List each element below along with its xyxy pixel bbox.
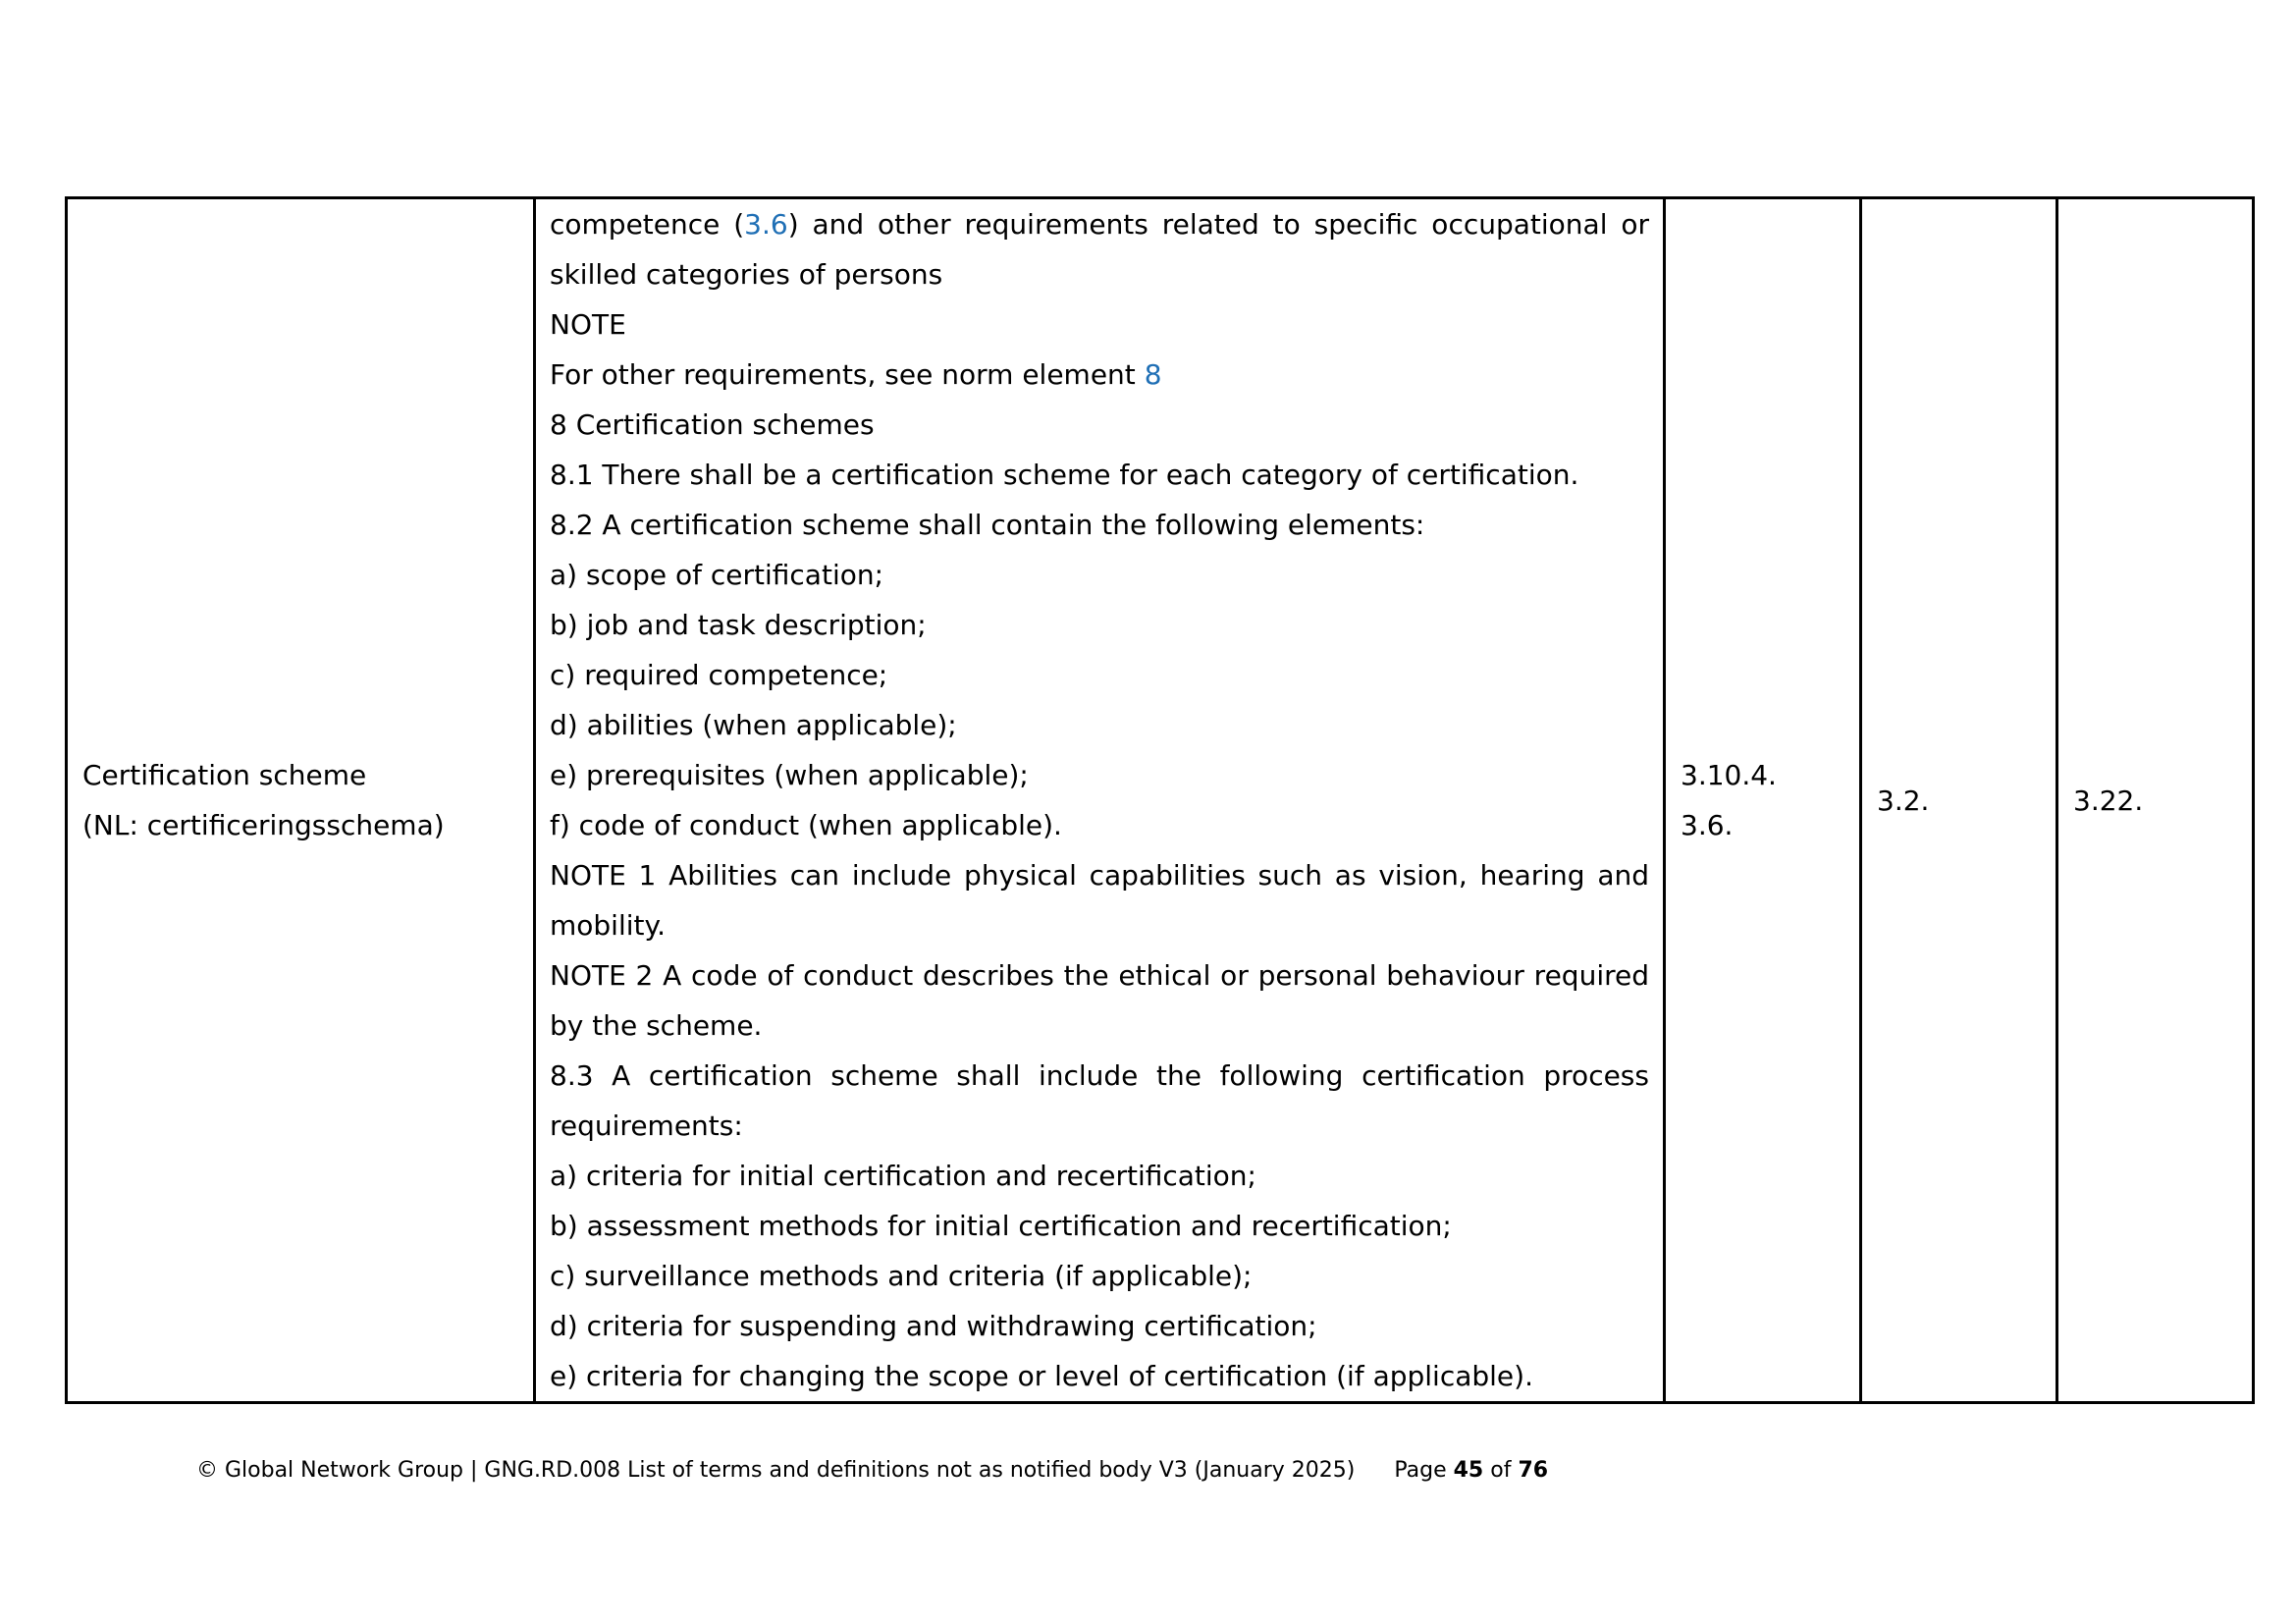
list-item: b) job and task description; <box>550 609 927 641</box>
definition-heading: 8 Certification schemes <box>550 408 875 441</box>
term-cell <box>67 198 535 1403</box>
definition-note: NOTE 2 A code of conduct describes the ethical or personal behaviour required <box>550 959 1649 992</box>
reference-cell-1 <box>1665 198 1861 1403</box>
list-item: e) criteria for changing the scope or level of certification (if applicable). <box>550 1360 1533 1392</box>
definition-line <box>550 199 1649 249</box>
clause-link-3-6[interactable]: 3.6 <box>744 208 788 241</box>
table-row <box>67 198 2254 1403</box>
reference-value: 3.2. <box>1877 784 1930 817</box>
list-item: c) required competence; <box>550 659 888 691</box>
list-item: a) criteria for initial certification and recertification; <box>550 1160 1256 1192</box>
list-item: d) abilities (when applicable); <box>550 709 957 741</box>
list-item: e) prerequisites (when applicable); <box>550 759 1029 791</box>
list-item: a) scope of certification; <box>550 559 884 591</box>
definition-note: by the scheme. <box>550 1009 763 1042</box>
definition-line: requirements: <box>550 1110 743 1142</box>
page-number <box>1394 1458 1548 1483</box>
list-item: b) assessment methods for initial certification and recertification; <box>550 1210 1452 1242</box>
page-label: Page <box>1394 1458 1447 1483</box>
definition-text: For other requirements, see norm element <box>550 358 1145 391</box>
definition-text: ) and other requirements related to specific occupational or <box>787 208 1649 241</box>
reference-value: 3.22. <box>2073 784 2144 817</box>
reference-value: 3.10.4. <box>1681 759 1777 791</box>
list-item: c) surveillance methods and criteria (if applicable); <box>550 1260 1253 1292</box>
term-name: Certification scheme <box>82 759 367 791</box>
terms-table <box>65 196 2255 1404</box>
list-item: f) code of conduct (when applicable). <box>550 809 1062 841</box>
reference-cell-3 <box>2057 198 2254 1403</box>
page-footer <box>196 1457 1548 1485</box>
definition-line: skilled categories of persons <box>550 258 943 291</box>
definition-line: 8.1 There shall be a certification scheme for each category of certification. <box>550 459 1579 491</box>
definition-line: 8.2 A certification scheme shall contain the following elements: <box>550 509 1425 541</box>
definition-line: 8.3 A certification scheme shall include the following certification process <box>550 1059 1649 1092</box>
reference-cell-2 <box>1861 198 2057 1403</box>
reference-value: 3.6. <box>1681 809 1734 841</box>
definition-cell <box>535 198 1665 1403</box>
definition-note: NOTE 1 Abilities can include physical capabilities such as vision, hearing and <box>550 859 1649 892</box>
definition-note-label: NOTE <box>550 308 626 341</box>
page-current: 45 <box>1453 1458 1484 1483</box>
page-of: of <box>1490 1458 1512 1483</box>
norm-element-link-8[interactable]: 8 <box>1144 358 1162 391</box>
definition-text: competence ( <box>550 208 745 241</box>
page-total: 76 <box>1518 1458 1549 1483</box>
definition-line <box>550 350 1649 400</box>
definition-note: mobility. <box>550 909 666 942</box>
term-translation: (NL: certificeringsschema) <box>82 809 445 841</box>
footer-document-info: © Global Network Group | GNG.RD.008 List of terms and definitions not as notified body V3 (January 2025) <box>196 1458 1356 1483</box>
list-item: d) criteria for suspending and withdrawing certification; <box>550 1310 1317 1342</box>
